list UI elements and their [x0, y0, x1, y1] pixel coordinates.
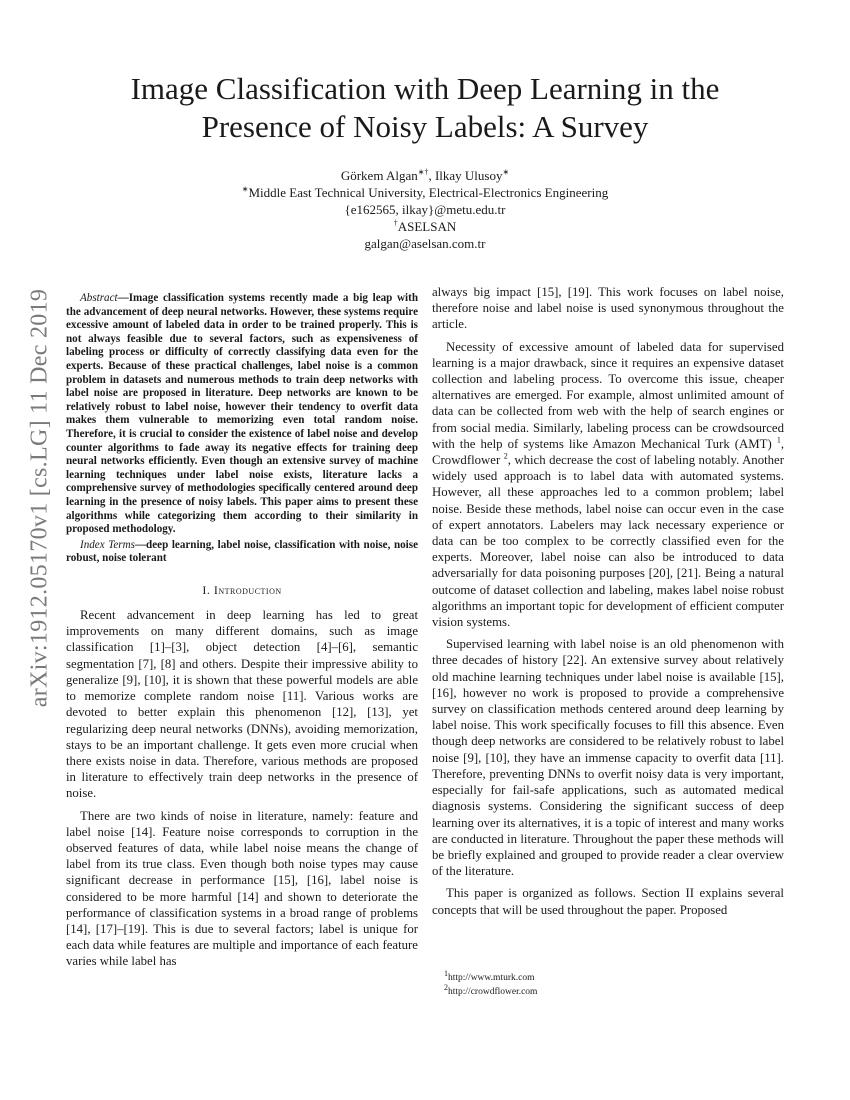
affiliation-2: †ASELSAN — [393, 218, 457, 234]
intro-paragraph-2: There are two kinds of noise in literature, namely: feature and label noise [14]. Feature noise corresponds to corruption in the observed features of data, while label noise means the change of label from its true class. Even though both noise types may cause significant decrease in performance [15], [16], label noise is considered to be more harmful [14] and shown to deteriorate the performance of classification systems in a broad range of problems [14], [17]–[19]. This is due to several factors; label is unique for each data while features are multiple and importance of each feature varies while label has — [66, 808, 418, 969]
footnote-2: $^2$http://crowdflower.com — [444, 982, 538, 997]
title-line-2: Presence of Noisy Labels: A Survey — [201, 109, 649, 144]
right-column — [432, 284, 784, 924]
author-2-marks: ∗ — [502, 167, 510, 177]
author-names — [0, 167, 850, 184]
abstract — [66, 292, 418, 537]
paper-title — [0, 70, 850, 146]
footnote-ref-2: 2 — [503, 451, 508, 461]
title-line-1: Image Classification with Deep Learning in the — [130, 71, 720, 106]
footnote-1: $^1$http://www.mturk.com — [444, 968, 535, 983]
section-heading-introduction: I. Introduction — [202, 582, 282, 597]
footnote-2-link[interactable]: http://crowdflower.com — [448, 987, 538, 997]
abstract-label: Abstract — [80, 292, 118, 304]
index-terms-label: Index Terms — [80, 538, 135, 551]
arxiv-identifier: arXiv:1912.05170v1 [cs.LG] 11 Dec 2019 — [26, 288, 53, 708]
author-1-marks: ∗† — [417, 167, 429, 177]
emails-1: {e162565, ilkay}@metu.edu.tr — [344, 202, 506, 217]
index-terms — [66, 539, 418, 566]
index-terms-text: —deep learning, label noise, classification with noise, noise robust, noise tolerant — [66, 538, 418, 565]
left-column — [66, 292, 418, 976]
right-paragraph-2: Necessity of excessive amount of labeled data for supervised learning is a major drawback, since it requires an expensive dataset collection and labeling process. To overcome this issue, cheaper alternatives are emerged. For example, almost unlimited amount of data can be collected from web with the help of search engines or from social media. Similarly, labeling process can be crowdsourced with the help of systems like Amazon Mechanical Turk (AMT) $^1$, Crowdflower $^2$, which decrease the cost of labeling notably. Another widely used approach is to label data with automated systems. However, all these approaches led to a common problem; label noise. Beside these methods, label noise can occur even in the case of expert annotators. Labelers may lack necessary experience or data can be too complex to be correctly classified even for the experts. Moreover, label noise can also be introduced to data adversarially for data poisoning purposes [20], [21]. Being a natural outcome of dataset collection and labeling, makes label noise robust algorithms an important topic for development of efficient computer vision systems. — [432, 339, 785, 630]
footnotes — [444, 968, 538, 999]
abstract-text: —Image classification systems recently made a big leap with the advancement of deep neural networks. However, these systems require excessive amount of labeled data in order to be trained properly. This is not always feasible due to several factors, such as expensiveness of labeling process or difficulty of correctly classifying data even for the experts. Because of these practical challenges, label noise is a common problem in datasets and numerous methods to train deep networks with label noise are proposed in literature. Deep networks are known to be relatively robust to label noise, however their tendency to overfit data makes them vulnerable to memorizing even total random noise. Therefore, it is crucial to consider the existence of label noise and develop counter algorithms to fade away its negative effects for training deep neural networks efficiently. Even though an extensive survey of machine learning techniques under label noise exists, literature lacks a comprehensive survey of methodologies specifically centered around deep learning in the presence of noisy labels. This paper aims to present these algorithms while categorizing them according to their similarity in proposed methodology. — [66, 292, 418, 536]
author-1: Görkem Algan — [340, 168, 418, 183]
author-block — [0, 167, 850, 252]
arxiv-sidebar — [26, 288, 53, 708]
emails-2: galgan@aselsan.com.tr — [364, 236, 486, 251]
right-paragraph-1: always big impact [15], [19]. This work focuses on label noise, therefore noise and label noise is used synonymous throughout the article. — [432, 285, 784, 332]
author-2: , Ilkay Ulusoy — [428, 168, 503, 183]
right-paragraph-3: Supervised learning with label noise is an old phenomenon with three decades of history [22]. An extensive survey about relatively old machine learning techniques under label noise is available [15], [16], however no work is proposed to provide a comprehensive survey on classification methods centered around deep learning by label noise. This work specifically focuses to fill this absence. Even though deep networks are considered to be relatively robust to label noise [9], [10], they have an immense capacity to overfit data [11]. Therefore, preventing DNNs to overfit noisy data is very important, especially for fail-safe applications, such as automated medical diagnosis systems. Considering the significant success of deep learning over its alternatives, it is a topic of interest and many works are conducted in literature. Throughout the paper these methods will be briefly explained and grouped to provide reader a clear overview of the literature. — [432, 637, 784, 879]
footnote-ref-1: 1 — [776, 435, 781, 445]
footnote-1-link[interactable]: http://www.mturk.com — [448, 973, 535, 983]
right-paragraph-4: This paper is organized as follows. Section II explains several concepts that will be used throughout the paper. Proposed — [432, 886, 784, 917]
affiliation-1: ∗Middle East Technical University, Electrical-Electronics Engineering — [241, 184, 609, 200]
intro-paragraph-1: Recent advancement in deep learning has led to great improvements on many different domains, such as image classification [1]–[3], object detection [4]–[6], semantic segmentation [7], [8] and others. Despite their impressive ability to generalize [9], [10], it is shown that these powerful models are able to memorize complete random noise [11]. Various works are devoted to better explain this phenomenon [12], [13], yet regularizing deep neural networks (DNNs), avoiding memorization, stays to be an important challenge. It gets even more crucial when there exists noise in data. Therefore, various methods are proposed in literature to effectively train deep networks in the presence of noise. — [66, 608, 418, 801]
